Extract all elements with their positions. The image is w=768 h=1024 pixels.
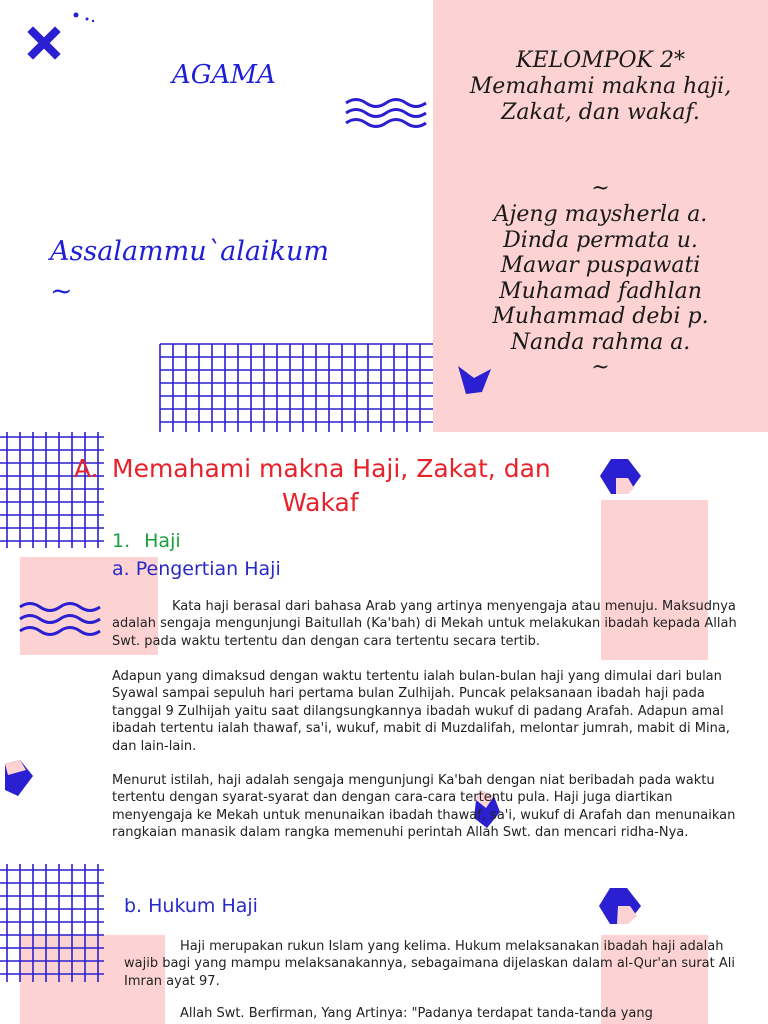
member-name: Muhammad debi p.: [492, 304, 709, 329]
dot: [92, 20, 94, 22]
grid-pattern-icon: [160, 344, 433, 432]
member-name: Ajeng maysherla a.: [493, 202, 708, 227]
hexagon-icon: [600, 459, 641, 494]
diamond-icon: [5, 760, 33, 796]
wave-icon: [346, 100, 426, 127]
greeting-block: [50, 232, 329, 312]
greeting-tilde: ~: [50, 276, 73, 307]
cover-title: AGAMA: [172, 60, 276, 90]
member-tilde-top: ~: [591, 176, 610, 201]
group-info: [433, 48, 768, 126]
dot: [86, 18, 89, 21]
grid-pattern-icon: [0, 432, 104, 548]
section-title-line-2: Wakaf: [282, 488, 359, 517]
dot: [74, 13, 79, 18]
member-name: Nanda rahma a.: [510, 329, 691, 355]
group-label: KELOMPOK 2*: [516, 48, 685, 73]
greeting-text: Assalammu`alaikum: [50, 236, 329, 267]
heading-hukum-haji: b. Hukum Haji: [124, 895, 258, 917]
subsection-number: 1.: [112, 530, 131, 552]
subsection-label: Haji: [144, 530, 181, 552]
section-title-line-1: Memahami makna Haji, Zakat, dan: [112, 454, 551, 483]
x-mark-icon: [33, 32, 55, 54]
member-name: Mawar puspawati: [500, 253, 701, 278]
member-list: [433, 176, 768, 381]
paragraph: Allah Swt. Berfirman, Yang Artinya: "Padanya terdapat tanda-tanda yang: [180, 1006, 653, 1021]
subsection-haji: [112, 530, 181, 552]
paragraph: Kata haji berasal dari bahasa Arab yang artinya menyengaja atau menuju. Maksudnya adalah sengaja mengunjungi Baitullah (Ka'bah) di Mekah untuk melakukan ibadah kepada Allah Swt. pada waktu tertentu dan dengan cara tertentu secara tertib.: [112, 599, 737, 649]
section-number: A.: [74, 454, 99, 483]
member-tilde-bottom: ~: [591, 355, 610, 380]
paragraph: Menurut istilah, haji adalah sengaja mengunjungi Ka'bah dengan niat beribadah pada waktu tertentu dengan syarat-syarat dan dengan cara-cara tertentu pula. Haji juga diartikan menyengaja ke Mekah untuk menunaikan ibadah thawaf, sa'i, wukuf di Arafah dan menunaikan rangkaian manasik dalam rangka memenuhi perintah Allah Swt. dan mencari ridha-Nya.: [112, 773, 736, 841]
heading-pengertian-haji: a. Pengertian Haji: [112, 558, 281, 580]
paragraph: Haji merupakan rukun Islam yang kelima. Hukum melaksanakan ibadah haji adalah wajib bagi yang mampu melaksanakannya, sebagaimana dijelaskan dalam al-Qur'an surat Ali Imran ayat 97.: [124, 939, 735, 989]
topic-line-2: Zakat, dan wakaf.: [501, 100, 700, 125]
member-name: Dinda permata u.: [503, 227, 698, 253]
topic-line-1: Memahami makna haji,: [469, 74, 732, 99]
hexagon-icon: [599, 888, 641, 924]
paragraph: Adapun yang dimaksud dengan waktu tertentu ialah bulan-bulan haji yang dimulai dari bulan Syawal sampai sepuluh hari pertama bulan Zulhijah. Puncak pelaksanaan ibadah haji pada tanggal 9 Zulhijah yaitu saat dilangsungkannya ibadah wukuf di padang Arafah. Adapun amal ibadah tertentu ialah thawaf, sa'i, wukuf, mabit di Muzdalifah, melontar jumrah, mabit di Mina, dan lain-lain.: [112, 669, 730, 754]
member-name: Muhamad fadhlan: [499, 278, 702, 304]
